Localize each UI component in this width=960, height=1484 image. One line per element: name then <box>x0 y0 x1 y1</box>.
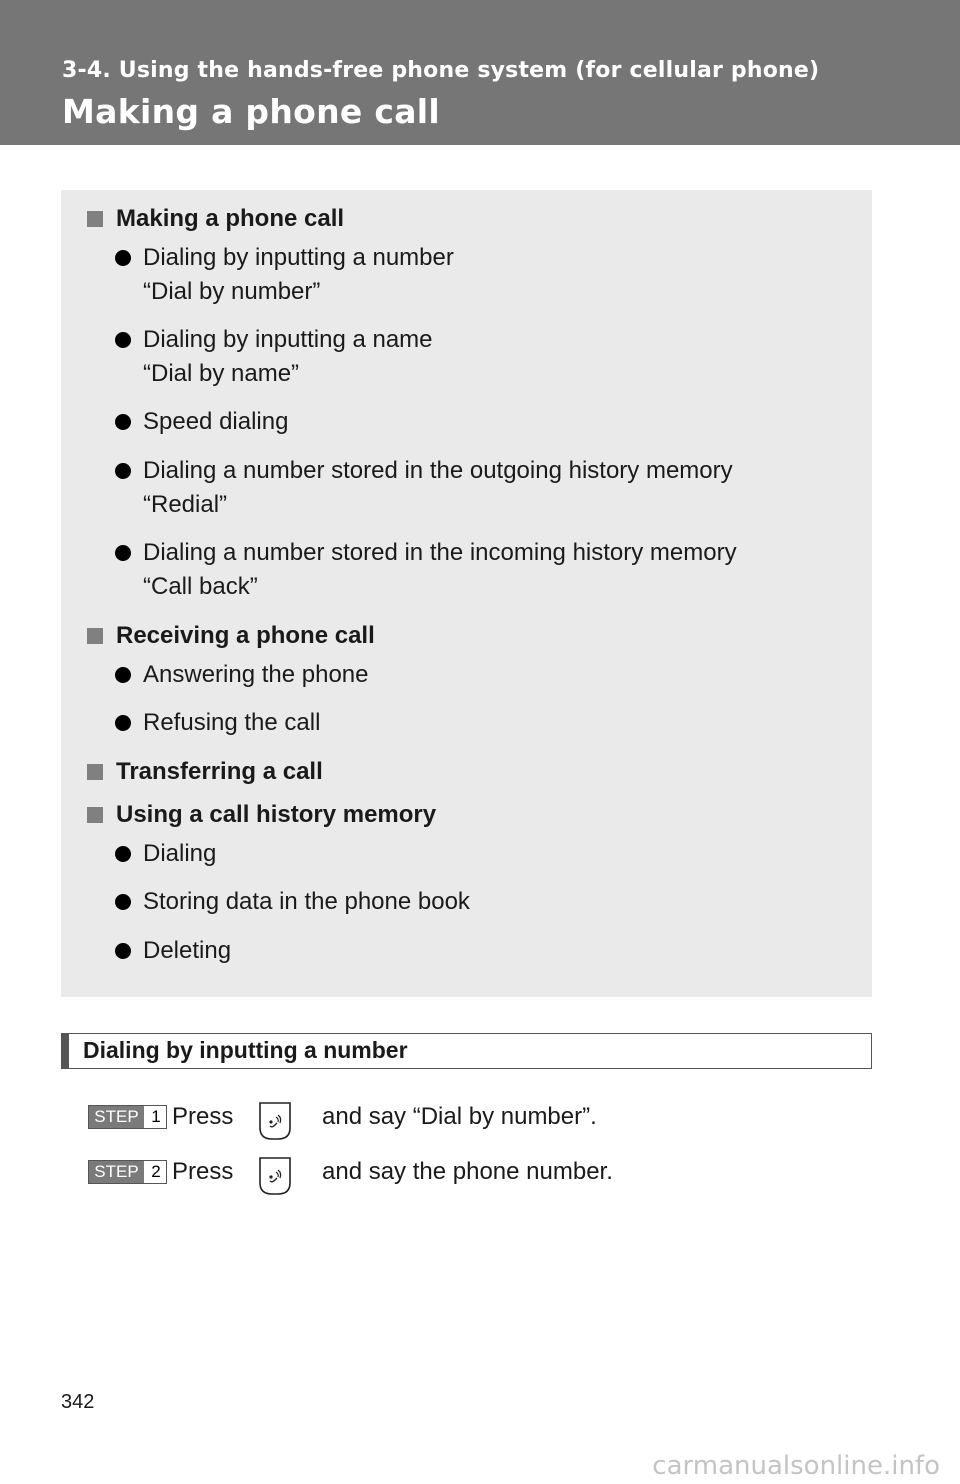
step-badge: STEP 1 <box>88 1105 167 1129</box>
round-bullet-icon <box>115 545 131 561</box>
step-instruction: and say “Dial by number”. <box>322 1103 597 1130</box>
step-2 <box>88 1158 788 1198</box>
square-bullet-icon <box>87 211 103 227</box>
round-bullet-icon <box>115 463 131 479</box>
talk-switch-icon <box>258 1101 292 1141</box>
step-badge: STEP 2 <box>88 1160 167 1184</box>
subsection-title: Dialing by inputting a number <box>83 1037 408 1063</box>
round-bullet-icon <box>115 943 131 959</box>
round-bullet-icon <box>115 332 131 348</box>
step-instruction: and say the phone number. <box>322 1158 613 1185</box>
summary-box: Making a phone call Dialing by inputting a number “Dial by number” Dialing by inputting a name “Dial by name” Speed dialing Dialing a number stored in the outgoing history memory “Redial” Dialing a number stored in the incoming history memory “Call back” Receiving a phone call Answering the phone Refusing the call Transferring a call Using a call history memory Dialing Storing data in the phone book Deleting <box>61 190 872 997</box>
page-title: Making a phone call <box>62 92 441 131</box>
watermark: carmanualsonline.info <box>652 1451 940 1481</box>
heading-accent-bar <box>62 1034 69 1068</box>
round-bullet-icon <box>115 715 131 731</box>
round-bullet-icon <box>115 846 131 862</box>
page-header <box>0 0 960 145</box>
round-bullet-icon <box>115 894 131 910</box>
round-bullet-icon <box>115 667 131 683</box>
talk-switch-icon <box>258 1156 292 1196</box>
step-press-text: Press <box>172 1158 234 1185</box>
section-label: 3-4. Using the hands-free phone system (for cellular phone) <box>62 58 820 83</box>
square-bullet-icon <box>87 807 103 823</box>
subsection-heading <box>61 1033 872 1069</box>
square-bullet-icon <box>87 764 103 780</box>
step-press-text: Press <box>172 1103 234 1130</box>
square-bullet-icon <box>87 628 103 644</box>
round-bullet-icon <box>115 250 131 266</box>
page-number: 342 <box>61 1391 95 1413</box>
round-bullet-icon <box>115 414 131 430</box>
step-1 <box>88 1103 788 1143</box>
